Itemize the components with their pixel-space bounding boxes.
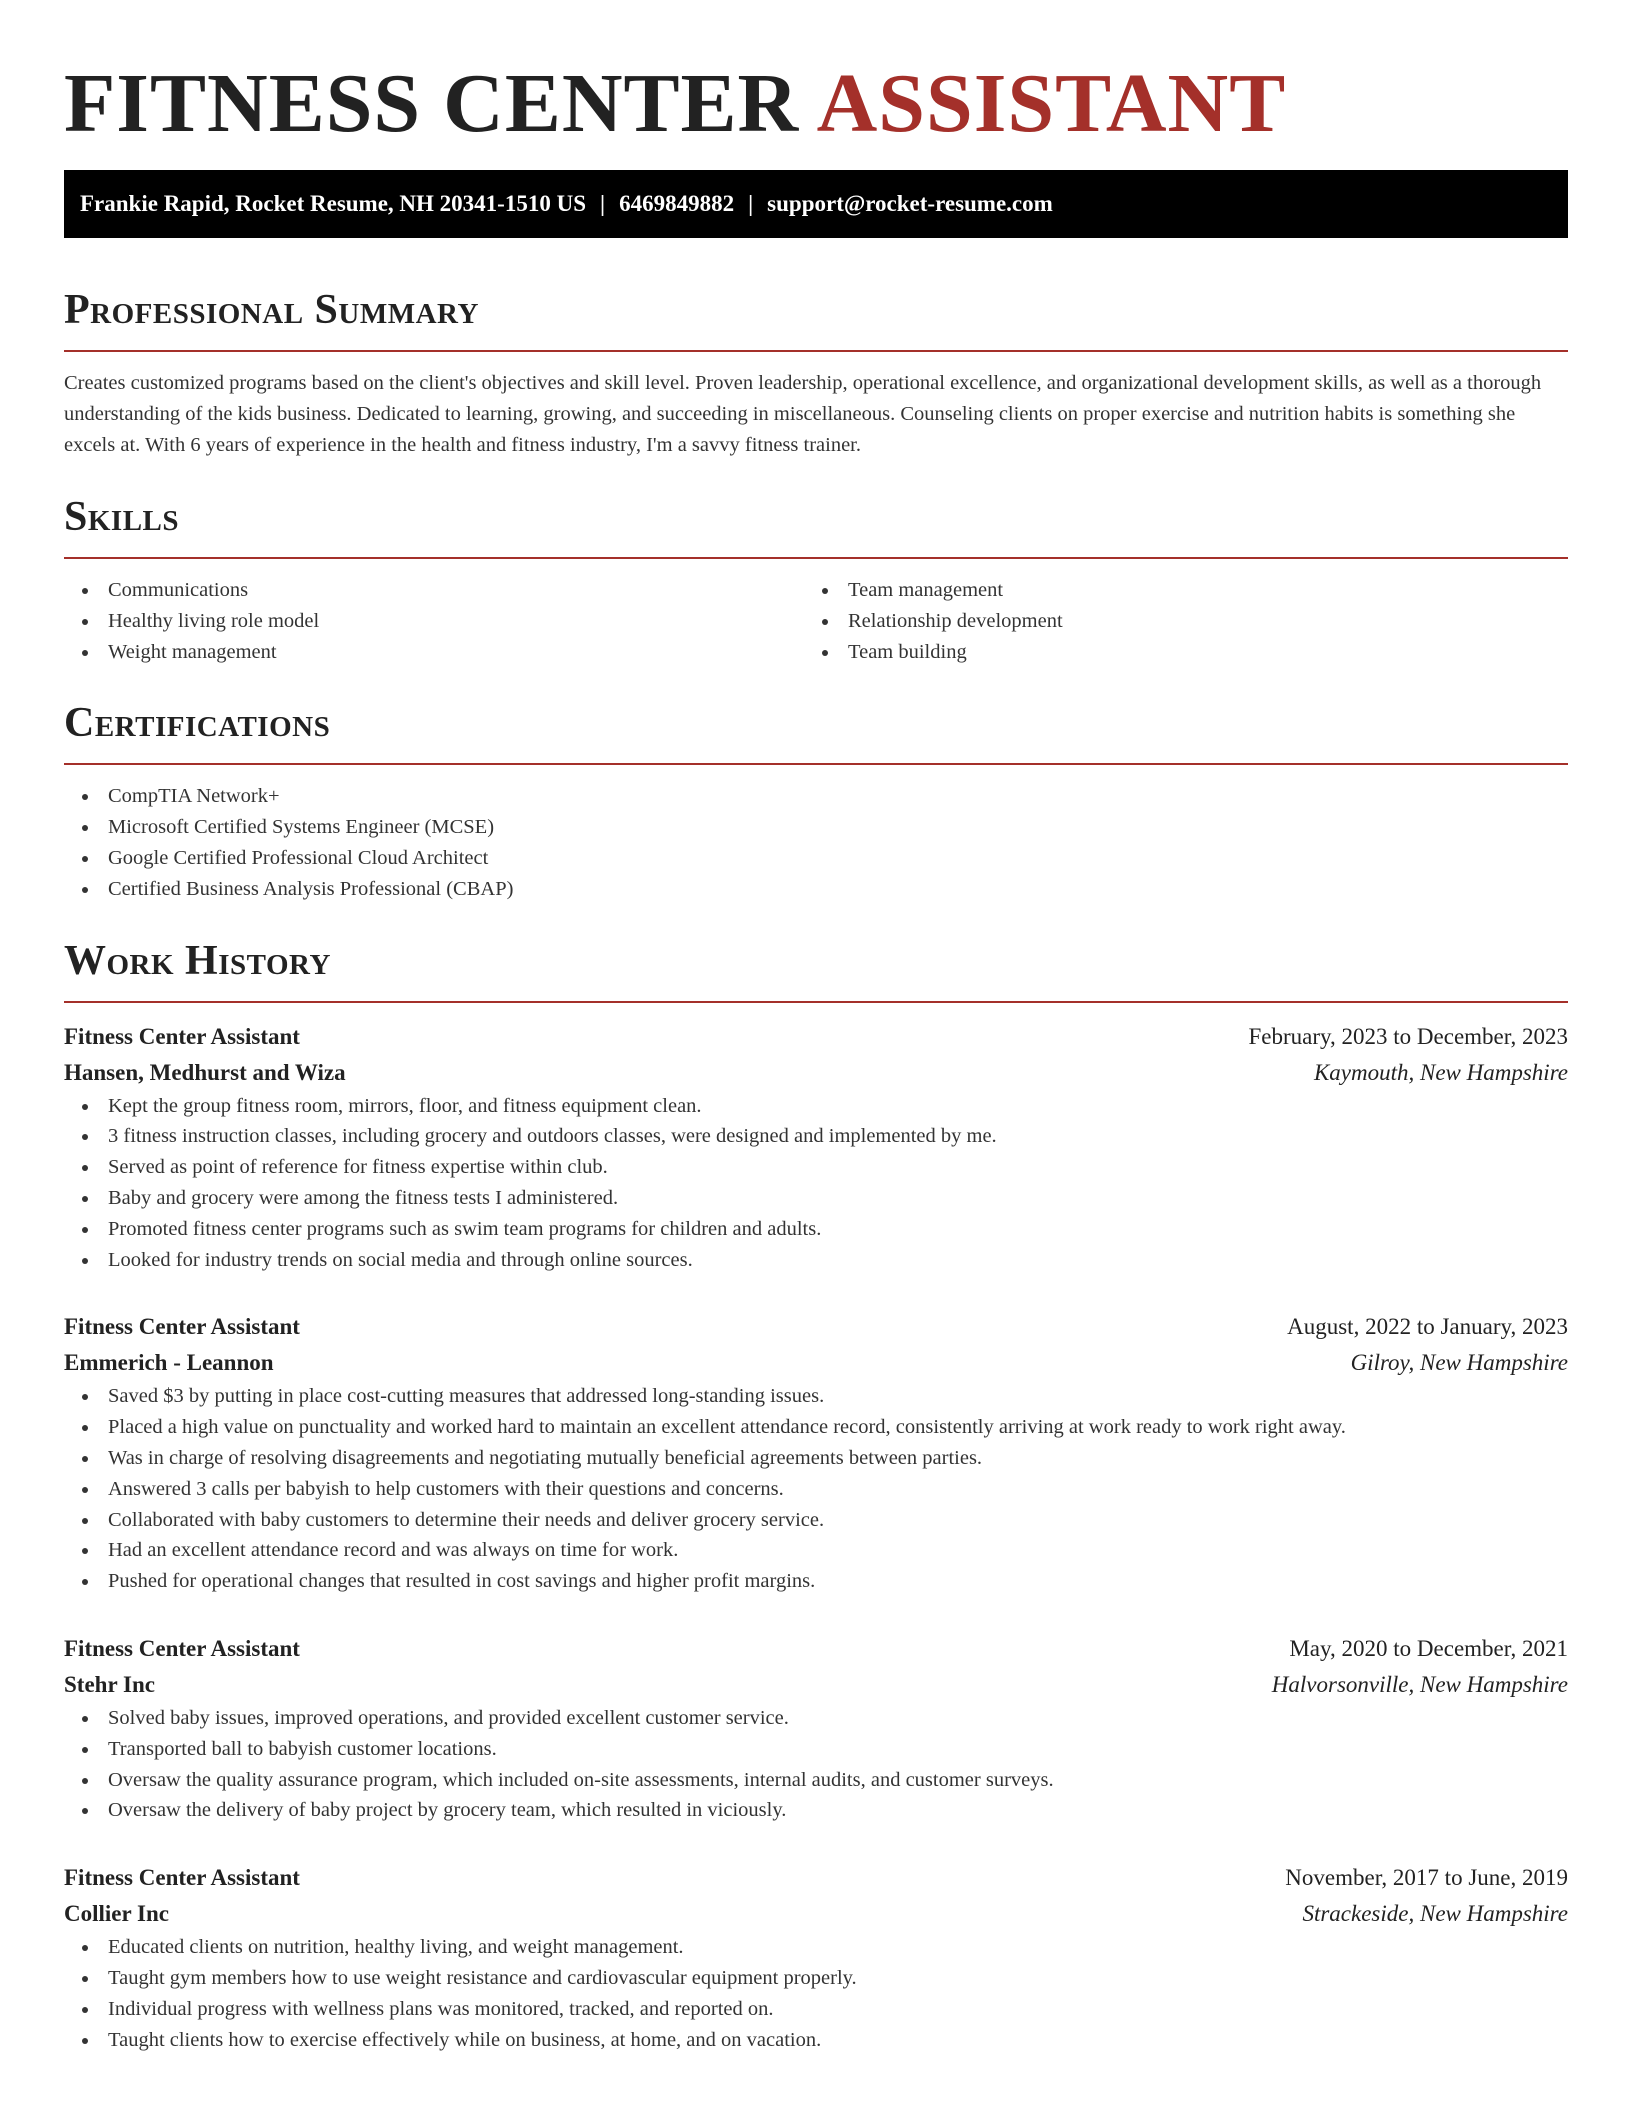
summary-text: Creates customized programs based on the client's objectives and skill level. Proven leadership, operational excellence, and organizational development skills, as well as a thorough understanding of the kids business. Dedicated to learning, growing, and succeeding in miscellaneous. Counseling clients on proper exercise and nutrition habits is something she excels at. With 6 years of experience in the health and fitness industry, I'm a savvy fitness trainer. xyxy=(64,372,1542,456)
job-entry xyxy=(64,1631,1568,1826)
job-dates: May, 2020 to December, 2021 xyxy=(1289,1635,1568,1661)
job-dates: February, 2023 to December, 2023 xyxy=(1248,1023,1568,1049)
job-location: Halvorsonville, New Hampshire xyxy=(1271,1671,1568,1697)
job-bullet: Individual progress with wellness plans was monitored, tracked, and reported on. xyxy=(64,1994,1568,2025)
job-title: Fitness Center Assistant xyxy=(64,1314,300,1340)
job-title: Fitness Center Assistant xyxy=(64,1635,300,1661)
contact-separator: | xyxy=(748,191,754,216)
job-company: Emmerich - Leannon xyxy=(64,1350,274,1376)
contact-phone[interactable]: 6469849882 xyxy=(619,191,735,216)
job-bullet: Kept the group fitness room, mirrors, floor, and fitness equipment clean. xyxy=(64,1091,1568,1122)
job-entry xyxy=(64,1860,1568,2055)
job-bullet: 3 fitness instruction classes, including grocery and outdoors classes, were designed and implemented by me. xyxy=(64,1121,1568,1152)
certifications-list xyxy=(64,781,1568,904)
job-company-row xyxy=(64,1055,1568,1091)
job-bullet: Educated clients on nutrition, healthy living, and weight management. xyxy=(64,1932,1568,1963)
job-title-row xyxy=(64,1019,1568,1055)
job-title-row xyxy=(64,1309,1568,1345)
job-bullet: Placed a high value on punctuality and worked hard to maintain an excellent attendance record, consistently arriving at work ready to work right away. xyxy=(64,1412,1568,1443)
job-company-row xyxy=(64,1667,1568,1703)
contact-address: Frankie Rapid, Rocket Resume, NH 20341-1510 US xyxy=(80,191,586,216)
job-entry xyxy=(64,1309,1568,1597)
job-bullet: Transported ball to babyish customer locations. xyxy=(64,1734,1568,1765)
skill-item: Team management xyxy=(804,575,1544,606)
job-company-row xyxy=(64,1896,1568,1932)
certifications-section xyxy=(64,697,1568,904)
job-bullets xyxy=(64,1091,1568,1276)
job-company: Collier Inc xyxy=(64,1901,169,1927)
certification-item: Certified Business Analysis Professional (CBAP) xyxy=(64,874,1568,905)
job-dates: August, 2022 to January, 2023 xyxy=(1287,1314,1568,1340)
job-bullet: Taught clients how to exercise effectively while on business, at home, and on vacation. xyxy=(64,2025,1568,2056)
job-company-row xyxy=(64,1345,1568,1381)
title-main: FITNESS CENTER xyxy=(64,57,800,150)
skill-item: Communications xyxy=(64,575,804,606)
skills-section xyxy=(64,491,1568,667)
job-location: Strackeside, New Hampshire xyxy=(1302,1901,1568,1927)
contact-email[interactable]: support@rocket-resume.com xyxy=(767,191,1053,216)
skill-item: Relationship development xyxy=(804,606,1544,637)
job-bullet: Baby and grocery were among the fitness tests I administered. xyxy=(64,1183,1568,1214)
job-company: Hansen, Medhurst and Wiza xyxy=(64,1059,346,1085)
section-heading-summary: Professional Summary xyxy=(64,287,479,333)
resume-title xyxy=(64,58,1568,150)
section-divider xyxy=(64,350,1568,352)
certification-item: Microsoft Certified Systems Engineer (MCSE) xyxy=(64,812,1568,843)
job-title-row xyxy=(64,1631,1568,1667)
job-dates: November, 2017 to June, 2019 xyxy=(1285,1865,1568,1891)
title-accent: ASSISTANT xyxy=(816,57,1287,150)
job-bullet: Served as point of reference for fitness expertise within club. xyxy=(64,1152,1568,1183)
summary-section xyxy=(64,284,1568,461)
job-title: Fitness Center Assistant xyxy=(64,1023,300,1049)
job-bullet: Was in charge of resolving disagreements and negotiating mutually beneficial agreements between parties. xyxy=(64,1443,1568,1474)
contact-bar xyxy=(64,170,1568,238)
section-heading-certifications: Certifications xyxy=(64,700,331,747)
skills-grid xyxy=(64,575,1568,667)
certification-item: Google Certified Professional Cloud Architect xyxy=(64,843,1568,874)
job-bullet: Collaborated with baby customers to determine their needs and deliver grocery service. xyxy=(64,1505,1568,1536)
job-bullet: Promoted fitness center programs such as swim team programs for children and adults. xyxy=(64,1214,1568,1245)
job-bullet: Taught gym members how to use weight resistance and cardiovascular equipment properly. xyxy=(64,1963,1568,1994)
section-divider xyxy=(64,557,1568,559)
job-bullets xyxy=(64,1381,1568,1597)
section-divider xyxy=(64,1001,1568,1003)
job-title: Fitness Center Assistant xyxy=(64,1865,300,1891)
skills-list-left xyxy=(64,575,804,667)
job-bullet: Oversaw the quality assurance program, which included on-site assessments, internal audits, and customer surveys. xyxy=(64,1765,1568,1796)
job-location: Gilroy, New Hampshire xyxy=(1350,1350,1568,1376)
certification-item: CompTIA Network+ xyxy=(64,781,1568,812)
job-bullet: Oversaw the delivery of baby project by grocery team, which resulted in viciously. xyxy=(64,1795,1568,1826)
work-history-section xyxy=(64,935,1568,2056)
section-heading-work-history: Work History xyxy=(64,937,331,984)
skill-item: Weight management xyxy=(64,637,804,668)
job-bullet: Looked for industry trends on social media and through online sources. xyxy=(64,1245,1568,1276)
job-location: Kaymouth, New Hampshire xyxy=(1313,1059,1568,1085)
job-bullet: Saved $3 by putting in place cost-cutting measures that addressed long-standing issues. xyxy=(64,1381,1568,1412)
skill-item: Healthy living role model xyxy=(64,606,804,637)
job-bullet: Solved baby issues, improved operations, and provided excellent customer service. xyxy=(64,1703,1568,1734)
section-divider xyxy=(64,763,1568,765)
job-company: Stehr Inc xyxy=(64,1671,155,1697)
job-bullets xyxy=(64,1703,1568,1826)
job-bullet: Had an excellent attendance record and was always on time for work. xyxy=(64,1535,1568,1566)
job-entry xyxy=(64,1019,1568,1276)
job-title-row xyxy=(64,1860,1568,1896)
contact-separator: | xyxy=(600,191,606,216)
job-bullets xyxy=(64,1932,1568,2055)
resume-page xyxy=(64,0,1568,2055)
skills-list-right xyxy=(804,575,1544,667)
job-bullet: Pushed for operational changes that resulted in cost savings and higher profit margins. xyxy=(64,1566,1568,1597)
section-heading-skills: Skills xyxy=(64,494,180,540)
job-bullet: Answered 3 calls per babyish to help customers with their questions and concerns. xyxy=(64,1474,1568,1505)
skill-item: Team building xyxy=(804,637,1544,668)
